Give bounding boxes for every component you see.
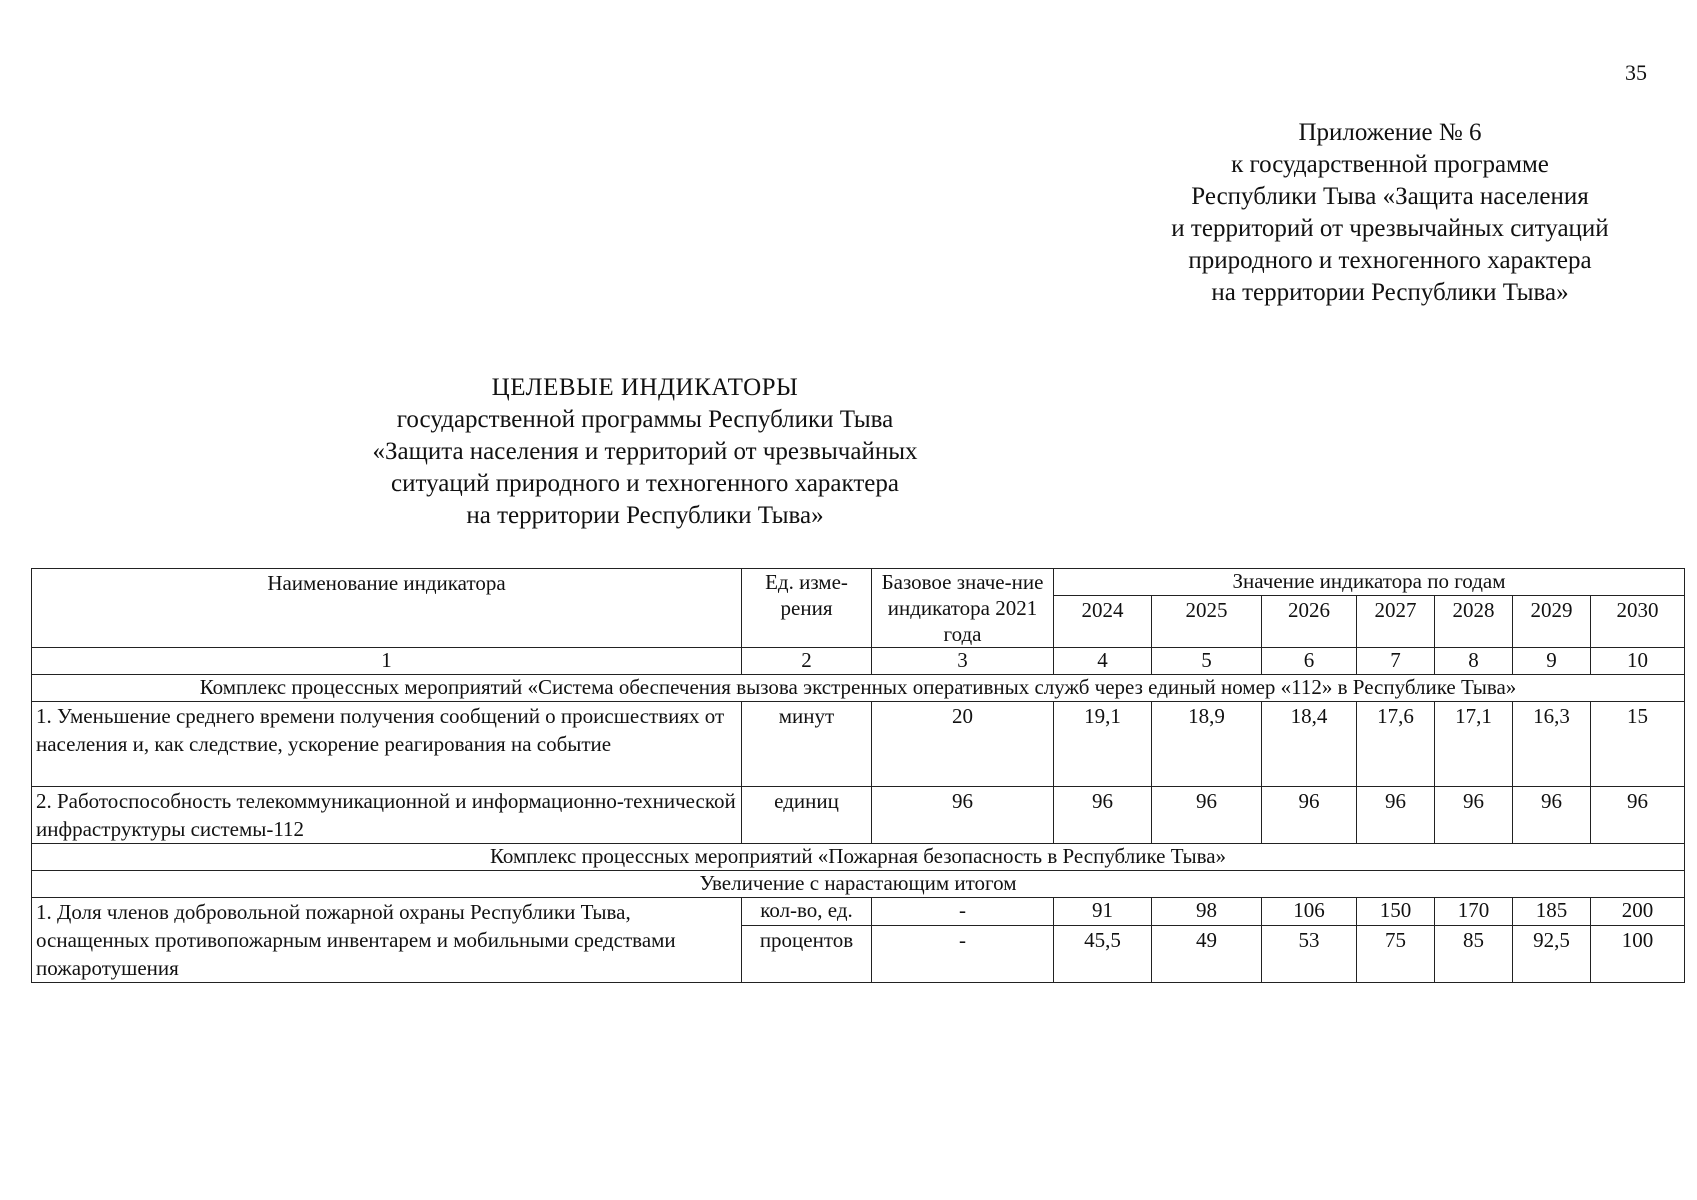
- indicator-value: 91: [1054, 898, 1152, 926]
- indicator-value: 19,1: [1054, 702, 1152, 787]
- indicator-value: 170: [1435, 898, 1513, 926]
- table-row: [32, 898, 1685, 926]
- appendix-line: на территории Республики Тыва»: [1211, 279, 1569, 306]
- indicator-value: 45,5: [1054, 925, 1152, 982]
- indicator-value: 85: [1435, 925, 1513, 982]
- column-number: 10: [1591, 648, 1685, 675]
- appendix-block: [1080, 117, 1697, 309]
- indicator-unit: минут: [742, 702, 872, 787]
- header-unit: Ед. изме-рения: [742, 569, 872, 648]
- document-title: [340, 372, 950, 532]
- column-number: 4: [1054, 648, 1152, 675]
- section-title: Комплекс процессных мероприятий «Пожарная безопасность в Республике Тыва»: [32, 844, 1685, 871]
- indicator-name: 1. Уменьшение среднего времени получения сообщений о происшествиях от населения и, как следствие, ускорение реагирования на событие: [32, 702, 742, 787]
- column-number: 9: [1513, 648, 1591, 675]
- appendix-line: и территорий от чрезвычайных ситуаций: [1171, 215, 1609, 242]
- indicator-value: 150: [1357, 898, 1435, 926]
- indicator-value: 96: [1357, 787, 1435, 844]
- indicator-value: 96: [1435, 787, 1513, 844]
- table-row: [32, 787, 1685, 844]
- indicator-value: 53: [1262, 925, 1357, 982]
- header-year: 2030: [1591, 596, 1685, 648]
- indicator-value: 100: [1591, 925, 1685, 982]
- indicator-unit: процентов: [742, 925, 872, 982]
- indicator-value: 75: [1357, 925, 1435, 982]
- indicator-value: 200: [1591, 898, 1685, 926]
- indicator-value: 98: [1152, 898, 1262, 926]
- section-row: [32, 675, 1685, 702]
- indicator-value: 96: [1513, 787, 1591, 844]
- appendix-line: к государственной программе: [1231, 151, 1549, 178]
- header-year: 2028: [1435, 596, 1513, 648]
- indicators-table: [31, 568, 1685, 983]
- title-line: на территории Республики Тыва»: [466, 502, 824, 529]
- section-row: [32, 844, 1685, 871]
- header-year: 2026: [1262, 596, 1357, 648]
- header-name: Наименование индикатора: [32, 569, 742, 648]
- indicator-value: 96: [1054, 787, 1152, 844]
- indicator-name: 2. Работоспособность телекоммуникационной и информационно-технической инфраструктуры системы-112: [32, 787, 742, 844]
- section-title: Комплекс процессных мероприятий «Система обеспечения вызова экстренных оперативных служб через единый номер «112» в Республике Тыва»: [32, 675, 1685, 702]
- indicator-value: 17,1: [1435, 702, 1513, 787]
- indicator-value: 17,6: [1357, 702, 1435, 787]
- indicator-base: -: [872, 925, 1054, 982]
- indicator-value: 15: [1591, 702, 1685, 787]
- header-base: Базовое значе-ние индикатора 2021 года: [872, 569, 1054, 648]
- header-year: 2029: [1513, 596, 1591, 648]
- indicator-base: 20: [872, 702, 1054, 787]
- indicator-value: 16,3: [1513, 702, 1591, 787]
- header-year: 2024: [1054, 596, 1152, 648]
- indicator-value: 92,5: [1513, 925, 1591, 982]
- column-number: 3: [872, 648, 1054, 675]
- appendix-line: Приложение № 6: [1298, 119, 1482, 146]
- column-number: 5: [1152, 648, 1262, 675]
- indicator-value: 106: [1262, 898, 1357, 926]
- title-line: «Защита населения и территорий от чрезвычайных: [372, 438, 918, 465]
- indicator-value: 96: [1262, 787, 1357, 844]
- column-number: 7: [1357, 648, 1435, 675]
- indicator-unit: единиц: [742, 787, 872, 844]
- column-number: 2: [742, 648, 872, 675]
- header-year: 2027: [1357, 596, 1435, 648]
- header-by-years: Значение индикатора по годам: [1054, 569, 1685, 596]
- subsection-row: [32, 871, 1685, 898]
- column-number: 8: [1435, 648, 1513, 675]
- indicator-unit: кол-во, ед.: [742, 898, 872, 926]
- appendix-line: Республики Тыва «Защита населения: [1191, 183, 1589, 210]
- column-number: 1: [32, 648, 742, 675]
- table-row: [32, 702, 1685, 787]
- indicator-value: 18,4: [1262, 702, 1357, 787]
- title-line: ситуаций природного и техногенного характера: [391, 470, 899, 497]
- indicator-value: 96: [1591, 787, 1685, 844]
- header-row: [32, 569, 1685, 596]
- indicator-name: 1. Доля членов добровольной пожарной охраны Республики Тыва, оснащенных противопожарным инвентарем и мобильными средствами пожаротушения: [32, 898, 742, 983]
- column-number: 6: [1262, 648, 1357, 675]
- title-line: государственной программы Республики Тыва: [396, 406, 894, 433]
- column-number-row: [32, 648, 1685, 675]
- indicator-value: 49: [1152, 925, 1262, 982]
- indicator-value: 96: [1152, 787, 1262, 844]
- indicator-base: -: [872, 898, 1054, 926]
- indicator-value: 18,9: [1152, 702, 1262, 787]
- main-title: ЦЕЛЕВЫЕ ИНДИКАТОРЫ: [491, 374, 799, 401]
- appendix-line: природного и техногенного характера: [1188, 247, 1592, 274]
- page-number: 35: [1625, 60, 1647, 85]
- indicator-base: 96: [872, 787, 1054, 844]
- subsection-title: Увеличение с нарастающим итогом: [32, 871, 1685, 898]
- indicator-value: 185: [1513, 898, 1591, 926]
- header-year: 2025: [1152, 596, 1262, 648]
